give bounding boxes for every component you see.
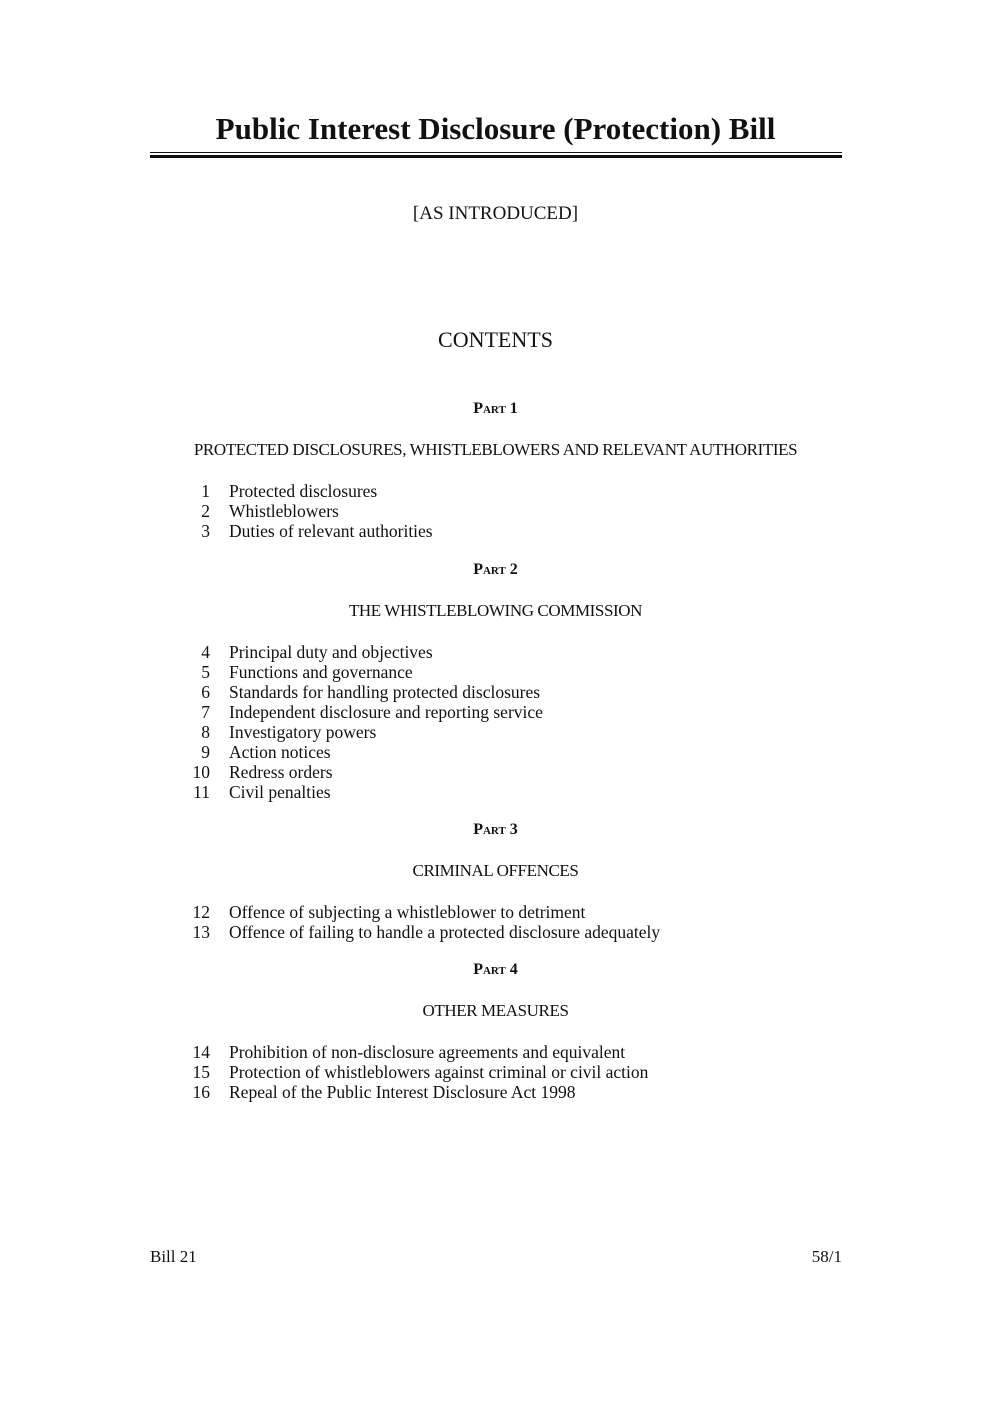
clause-number: 16 (192, 1082, 210, 1102)
contents-item[interactable] (150, 662, 413, 682)
bill-number: Bill 21 (150, 1247, 197, 1266)
title-rule-thin (150, 152, 842, 153)
part-subtitle: THE WHISTLEBLOWING COMMISSION (348, 601, 643, 620)
part-subtitle: OTHER MEASURES (422, 1001, 569, 1020)
bill-status: [AS INTRODUCED] (412, 203, 579, 224)
contents-item[interactable] (150, 1062, 648, 1082)
title-rule-thick (150, 155, 842, 158)
clause-number: 13 (192, 922, 210, 942)
clause-title: Standards for handling protected disclosures (229, 682, 541, 702)
clause-title: Offence of subjecting a whistleblower to detriment (229, 902, 586, 922)
part-subtitle: PROTECTED DISCLOSURES, WHISTLEBLOWERS AND RELEVANT AUTHORITIES (193, 440, 798, 459)
contents-item[interactable] (150, 1042, 625, 1062)
contents-item[interactable] (150, 782, 331, 802)
contents-item[interactable] (150, 742, 331, 762)
clause-number: 15 (192, 1062, 210, 1082)
clause-title: Action notices (229, 742, 331, 762)
contents-item[interactable] (150, 922, 660, 942)
clause-number: 7 (201, 702, 210, 722)
clause-number: 6 (201, 682, 210, 702)
clause-title: Protection of whistleblowers against criminal or civil action (229, 1062, 649, 1082)
contents-item[interactable] (150, 702, 543, 722)
contents-item[interactable] (150, 902, 585, 922)
contents-item[interactable] (150, 481, 377, 501)
part-heading: Part 2 (473, 561, 518, 578)
contents-item[interactable] (150, 682, 540, 702)
clause-title: Protected disclosures (229, 481, 378, 501)
clause-number: 4 (201, 642, 210, 662)
clause-title: Duties of relevant authorities (229, 521, 433, 541)
contents-item[interactable] (150, 762, 333, 782)
clause-title: Repeal of the Public Interest Disclosure Act 1998 (229, 1082, 576, 1102)
clause-title: Whistleblowers (229, 501, 339, 521)
clause-title: Investigatory powers (229, 722, 377, 742)
clause-number: 2 (201, 501, 210, 521)
contents-item[interactable] (150, 521, 433, 541)
part-heading: Part 1 (473, 400, 518, 417)
clause-number: 3 (201, 521, 210, 541)
clause-number: 10 (192, 762, 210, 782)
clause-number: 11 (193, 782, 210, 802)
contents-item[interactable] (150, 501, 339, 521)
page-reference: 58/1 (811, 1247, 842, 1266)
clause-number: 8 (201, 722, 210, 742)
clause-number: 12 (192, 902, 210, 922)
clause-title: Offence of failing to handle a protected disclosure adequately (229, 922, 661, 942)
contents-heading: CONTENTS (438, 327, 553, 352)
clause-title: Functions and governance (229, 662, 413, 682)
part-heading: Part 4 (473, 961, 518, 978)
clause-title: Civil penalties (229, 782, 331, 802)
document-title: Public Interest Disclosure (Protection) Bill (215, 111, 776, 146)
clause-number: 9 (201, 742, 210, 762)
clause-title: Redress orders (229, 762, 333, 782)
part-heading: Part 3 (473, 821, 518, 838)
clause-number: 5 (201, 662, 210, 682)
clause-number: 14 (192, 1042, 210, 1062)
contents-item[interactable] (150, 642, 433, 662)
clause-title: Principal duty and objectives (229, 642, 433, 662)
clause-title: Independent disclosure and reporting service (229, 702, 543, 722)
contents-item[interactable] (150, 1082, 576, 1102)
clause-title: Prohibition of non-disclosure agreements and equivalent (229, 1042, 626, 1062)
part-subtitle: CRIMINAL OFFENCES (412, 861, 579, 880)
contents-item[interactable] (150, 722, 376, 742)
clause-number: 1 (201, 481, 210, 501)
